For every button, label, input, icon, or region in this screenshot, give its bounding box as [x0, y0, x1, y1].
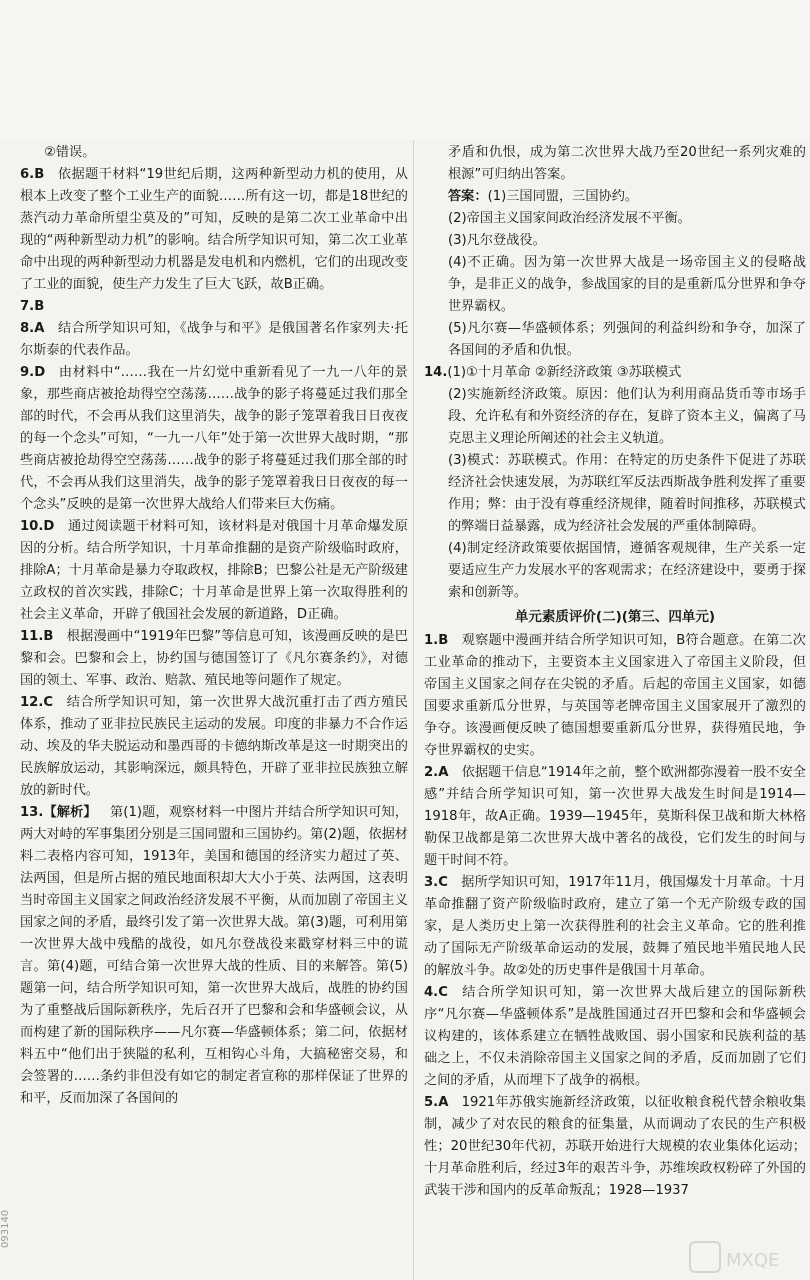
item-text: 依据题干材料“19世纪后期，这两种新型动力机的使用，从根本上改变了整个工业生产的面貌……所有这一切，都是18世纪的蒸汽动力革命所望尘莫及的”可知，反映的是第二次工业革命中出现的“两种新型动力机”的影响。结合所学知识可知，第二次工业革命中出现的两种新型动力机器是发电机和内燃机，它们的出现改变了工业的面貌，使生产力发生了巨大飞跃，故B正确。	[20, 167, 408, 292]
answer-item	[20, 362, 408, 516]
svg-text:MXQE: MXQE	[726, 1250, 780, 1271]
item-text: 1921年苏俄实施新经济政策，以征收粮食税代替余粮收集制，减少了对农民的粮食的征集量，从而调动了农民的生产积极性；20世纪30年代初，苏联开始进行大规模的农业集体化运动；十月革命胜利后，经过3年的艰苦斗争，苏维埃政权粉碎了外国的武装干涉和国内的反革命叛乱；1928—1937	[424, 1095, 806, 1198]
item-number: 6.	[20, 167, 35, 182]
item-number: 7.	[20, 299, 35, 314]
item-number: 5.	[424, 1095, 439, 1110]
continued-text: 矛盾和仇恨，成为第二次世界大战乃至20世纪一系列灾难的根源”可归纳出答案。	[448, 145, 806, 182]
item-text: ②错误。	[44, 145, 96, 160]
item-answer: D	[34, 365, 46, 380]
item-number: 9.	[20, 365, 35, 380]
item-text: (1)①十月革命 ②新经济政策 ③苏联模式	[447, 365, 682, 380]
sub-answer: (2)实施新经济政策。原因：他们认为利用商品货币等市场手段、允许私有和外资经济的存在，复辟了资本主义，偏离了马克思主义理论所阐述的社会主义轨道。	[448, 387, 806, 446]
sub-answer: (2)帝国主义国家间政治经济发展不平衡。	[448, 211, 691, 226]
item-answer: A	[438, 765, 449, 780]
answer-item	[424, 982, 806, 1092]
item-number: 2.	[424, 765, 439, 780]
item-answer: 【解析】	[43, 805, 97, 820]
item-answer: C	[438, 875, 448, 890]
item-text: 观察题中漫画并结合所学知识可知，B符合题意。在第二次工业革命的推动下，主要资本主义国家进入了帝国主义阶段，但帝国主义国家之间存在尖锐的矛盾。后起的帝国主义国家，如德国要求重新瓜分世界，与英国等老牌帝国主义国家展开了激烈的争夺。该漫画便反映了德国想要重新瓜分世界，获得殖民地，争夺世界霸权的史实。	[424, 633, 806, 758]
item-text: 由材料中“……我在一片幻觉中重新看见了一九一八年的景象，那些商店被抢劫得空空荡荡……战争的影子将蔓延过我们那全部的时代，不会再从我们这里消失，战争的影子笼罩着我日日夜夜的每一个念头”可知，“一九一八年”处于第一次世界大战时期，“那些商店被抢劫得空空荡荡……战争的影子将蔓延过我们那全部的时代，不会再从我们这里消失，战争的影子笼罩着我日日夜夜的每一个念头”反映的是第一次世界大战给人们带来巨大伤痛。	[20, 365, 408, 512]
item-text: 第(1)题，观察材料一中图片并结合所学知识可知，两大对峙的军事集团分别是三国同盟和三国协约。第(2)题，依据材料二表格内容可知，1913年，美国和德国的经济实力超过了英、法两国，但是所占据的殖民地面积却大大小于英、法两国，这表明当时帝国主义国家之间政治经济发展不平衡，从而加剧了帝国主义国家之间的矛盾，最终引发了第一次世界大战。第(3)题，可利用第一次世界大战中残酷的战役，如凡尔登战役来戳穿材料三中的谎言。第(4)题，可结合第一次世界大战的性质、目的来解答。第(5)题第一问，结合所学知识可知，第一次世界大战后，战胜的协约国为了重整战后国际新秩序，先后召开了巴黎和会和华盛顿会议，从而构建了新的国际秩序——凡尔赛—华盛顿体系；第二问，依据材料五中“他们出于狭隘的私利，互相钩心斗角，大搞秘密交易，和会签署的……条约非但没有如它的制定者宣称的那样保证了世界的和平，反而加深了各国间的	[20, 805, 409, 1106]
item-number: 1.	[424, 633, 439, 648]
item-answer: B	[438, 633, 449, 648]
answer-item	[424, 762, 806, 872]
item-number: 4.	[424, 985, 439, 1000]
item-text: 依据题干信息“1914年之前，整个欧洲都弥漫着一股不安全感”并结合所学知识可知，第一次世界大战发生时间是1914—1918年，故A正确。1939—1945年，莫斯科保卫战和斯大林格勒保卫战都是第二次世界大战中著名的战役，它们发生的时间与题干时间不符。	[424, 765, 806, 868]
answer-item	[20, 626, 408, 692]
answer-line	[424, 186, 806, 208]
item-number: 12.	[20, 695, 44, 710]
answer-item	[20, 516, 408, 626]
item-number: 14.	[424, 365, 448, 380]
answer-item	[20, 318, 408, 362]
answer-item	[20, 802, 408, 1110]
answer-item	[424, 630, 806, 762]
item-text: 结合所学知识可知，第一次世界大战沉重打击了西方殖民体系，推动了亚非拉民族民主运动的发展。印度的非暴力不合作运动、埃及的华夫脱运动和墨西哥的卡德纳斯改革是这一时期突出的民族解放运动，其影响深远，颇具特色，开辟了亚非拉民族独立解放的新时代。	[20, 695, 408, 798]
blank-header-area	[0, 0, 810, 140]
item-number: 10.	[20, 519, 44, 534]
right-column	[424, 142, 806, 1202]
answer-item	[20, 142, 408, 164]
item-text: 根据漫画中“1919年巴黎”等信息可知，该漫画反映的是巴黎和会。巴黎和会上，协约国与德国签订了《凡尔赛条约》，对德国的领土、军事、政治、赔款、殖民地等问题作了规定。	[20, 629, 408, 688]
left-column	[20, 142, 408, 1110]
item-number: 3.	[424, 875, 439, 890]
sub-answer: (3)凡尔登战役。	[448, 233, 546, 248]
item-answer: D	[43, 519, 55, 534]
item-answer: A	[438, 1095, 449, 1110]
item-number: 11.	[20, 629, 44, 644]
item-answer: C	[438, 985, 448, 1000]
sub-answer: (5)凡尔赛—华盛顿体系；列强间的利益纠纷和争夺，加深了各国间的矛盾和仇恨。	[448, 321, 806, 358]
answer-item	[424, 362, 806, 384]
sub-answer: (4)制定经济政策要依据国情，遵循客观规律，生产关系一定要适应生产力发展水平的客观需求；在经济建设中，要勇于探索和创新等。	[448, 541, 806, 600]
item-number: 8.	[20, 321, 35, 336]
answer-item	[424, 872, 806, 982]
answer-text: (1)三国同盟，三国协约。	[487, 189, 639, 204]
item-answer: A	[34, 321, 45, 336]
item-answer: B	[34, 299, 45, 314]
item-text: 结合所学知识可知，《战争与和平》是俄国著名作家列夫·托尔斯泰的代表作品。	[20, 321, 408, 358]
item-answer: C	[43, 695, 54, 710]
section-title: 单元素质评价(二)(第三、四单元)	[514, 609, 716, 625]
answer-item	[20, 164, 408, 296]
answer-item	[424, 1092, 806, 1202]
answer-item	[20, 296, 408, 318]
page-edge-code: 093140	[0, 1209, 11, 1248]
item-answer: B	[34, 167, 45, 182]
item-number: 13.	[20, 805, 44, 820]
item-text: 通过阅读题干材料可知，该材料是对俄国十月革命爆发原因的分析。结合所学知识，十月革命推翻的是资产阶级临时政府，排除A；十月革命是暴力夺取政权，排除B；巴黎公社是无产阶级建立政权的首次实践，排除C；十月革命是世界上第一次取得胜利的社会主义革命，开辟了俄国社会发展的新道路，D正确。	[20, 519, 408, 622]
item-text: 结合所学知识可知，第一次世界大战后建立的国际新秩序“凡尔赛—华盛顿体系”是战胜国通过召开巴黎和会和华盛顿会议构建的，该体系建立在牺牲战败国、弱小国家和民族利益的基础之上，不仅未消除帝国主义国家之间的矛盾，反而加剧了它们之间的矛盾，从而埋下了战争的祸根。	[424, 985, 806, 1088]
watermark-logo	[688, 1238, 808, 1278]
item-text: 据所学知识可知，1917年11月，俄国爆发十月革命。十月革命推翻了资产阶级临时政府，建立了第一个无产阶级专政的国家，是人类历史上第一次获得胜利的社会主义革命。它的胜利推动了国际无产阶级革命运动的发展，鼓舞了殖民地半殖民地人民的解放斗争。故②处的历史事件是俄国十月革命。	[424, 875, 806, 978]
answer-label: 答案：	[448, 189, 488, 204]
answer-item	[20, 692, 408, 802]
column-divider	[413, 140, 414, 1280]
sub-answer: (3)模式：苏联模式。作用：在特定的历史条件下促进了苏联经济社会快速发展，为苏联红军反法西斯战争胜利发挥了重要作用；弊：由于没有尊重经济规律，随着时间推移，苏联模式的弊端日益暴露，成为经济社会发展的严重体制障碍。	[448, 453, 806, 534]
item-answer: B	[43, 629, 54, 644]
sub-answer: (4)不正确。因为第一次世界大战是一场帝国主义的侵略战争，是非正义的战争，参战国家的目的是重新瓜分世界和争夺世界霸权。	[448, 255, 806, 314]
